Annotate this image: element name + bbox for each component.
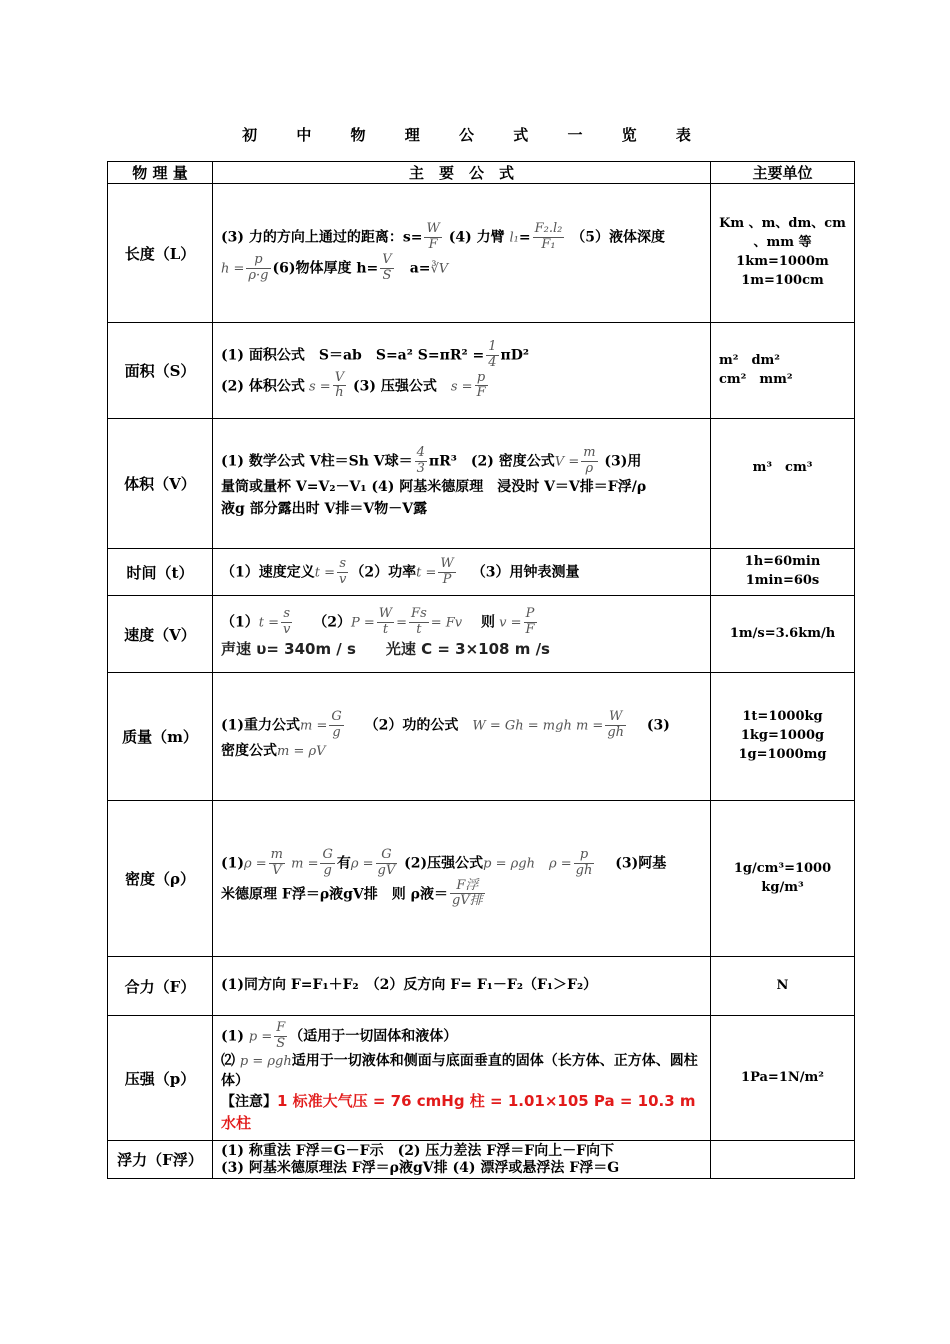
quantity-mass: 质量（m） — [108, 673, 213, 801]
fraction: $\frac{p}{gh}$ — [575, 846, 593, 878]
row-mass — [108, 673, 855, 801]
row-length — [108, 184, 855, 323]
atmosphere-note: 1 标准大气压 = 76 cmHg 柱 = 1.01×105 Pa = 10.3 m 水柱 — [221, 1092, 696, 1133]
formula-length: (3) 力的方向上通过的距离：s= $\frac{W}{F}$ (4) 力臂 l₁= $\frac{\text{F₂.l₂}}{\text{F₁}}$ （5）液体深度 h = $\frac{p}{\rho\cdot g}$ (6)物体厚度 h= $\frac{V}{S}$ a=∛V — [213, 184, 711, 323]
quantity-volume: 体积（V） — [108, 419, 213, 549]
quantity-buoyancy: 浮力（F浮） — [108, 1141, 213, 1179]
formula-density: (1)ρ = $\frac{m}{V}$ m = $\frac{G}{g}$ 有ρ = $\frac{G}{gV}$ (2)压强公式p = ρgh ρ = $\frac{p}{gh}$ (3)阿基 米德原理 F浮＝ρ液gV排 则 ρ液＝ $\frac{\text{F浮}}{\text{gV排}}$ — [213, 801, 711, 957]
unit-length: Km 、m、dm、cm 、mm 等 1km=1000m 1m=100cm — [711, 184, 855, 323]
fraction: $\frac{p}{\rho\cdot g}$ — [248, 252, 269, 283]
header-quantity: 物 理 量 — [108, 162, 213, 184]
fraction: $\frac{F}{S}$ — [276, 1020, 286, 1052]
row-time — [108, 549, 855, 596]
formula-mass: (1)重力公式m = $\frac{G}{g}$ （2）功的公式 W = Gh = mgh m = $\frac{W}{gh}$ (3) 密度公式m = ρV — [213, 673, 711, 801]
formula-buoyancy: (1) 称重法 F浮＝G－F示 (2) 压力差法 F浮＝F向上－F向下 (3) 阿基米德原理法 F浮＝ρ液gV排 (4) 漂浮或悬浮法 F浮＝G — [213, 1141, 711, 1179]
formula-table — [107, 161, 855, 1179]
row-area — [108, 323, 855, 419]
fraction: $\frac{s}{v}$ — [339, 555, 347, 587]
fraction: $\frac{Fs}{t}$ — [411, 605, 427, 637]
header-unit: 主要单位 — [711, 162, 855, 184]
fraction: $\frac{W}{gh}$ — [607, 709, 625, 741]
fraction: $\frac{V}{S}$ — [382, 252, 392, 283]
fraction: $\frac{W}{t}$ — [378, 605, 393, 637]
fraction: $\frac{m}{\rho}$ — [583, 445, 596, 477]
formula-force: (1)同方向 F=F₁＋F₂ （2）反方向 F= F₁－F₂（F₁＞F₂） — [213, 957, 711, 1016]
fraction: $\frac{4}{3}$ — [416, 445, 425, 477]
row-density — [108, 801, 855, 957]
formula-speed: （1）t = $\frac{s}{v}$ （2）P = $\frac{W}{t}$ = $\frac{Fs}{t}$ = Fv 则 v = $\frac{P}{F}$ 声速 υ= 340m / s 光速 C = 3×108 m /s — [213, 596, 711, 673]
formula-area: (1) 面积公式 S＝ab S=a² S=πR² = $\frac{1}{4}$ πD² (2) 体积公式 s = $\frac{V}{h}$ (3) 压强公式 s = $\frac{p}{F}$ — [213, 323, 711, 419]
header-row — [108, 162, 855, 184]
fraction: $\frac{m}{V}$ — [270, 846, 283, 878]
formula-pressure: (1) p = $\frac{F}{S}$ （适用于一切固体和液体） ⑵ p = ρgh适用于一切液体和侧面与底面垂直的固体（长方体、正方体、圆柱体） 【注意】1 标准大气压 = 76 cmHg 柱 = 1.01×105 Pa = 10.3 m 水柱 — [213, 1016, 711, 1141]
quantity-force: 合力（F） — [108, 957, 213, 1016]
fraction: $\frac{1}{4}$ — [488, 338, 497, 370]
fraction: $\frac{\text{F₂.l₂}}{\text{F₁}}$ — [534, 221, 563, 253]
quantity-time: 时间（t） — [108, 549, 213, 596]
unit-force: N — [711, 957, 855, 1016]
quantity-area: 面积（S） — [108, 323, 213, 419]
row-speed — [108, 596, 855, 673]
row-buoyancy — [108, 1141, 855, 1179]
quantity-speed: 速度（V） — [108, 596, 213, 673]
unit-volume: m³ cm³ — [711, 419, 855, 549]
fraction: $\frac{G}{g}$ — [331, 709, 342, 741]
fraction: $\frac{\text{F浮}}{\text{gV排}}$ — [451, 877, 483, 909]
unit-speed: 1m/s=3.6km/h — [711, 596, 855, 673]
unit-area: m² dm² cm² mm² — [711, 323, 855, 419]
unit-pressure: 1Pa=1N/m² — [711, 1016, 855, 1141]
fraction: $\frac{W}{P}$ — [440, 555, 454, 587]
row-force — [108, 957, 855, 1016]
formula-volume: (1) 数学公式 V柱＝Sh V球＝ $\frac{4}{3}$ πR³ (2) 密度公式V = $\frac{m}{\rho}$ (3)用 量筒或量杯 V=V₂－V₁ (4) 阿基米德原理 浸没时 V＝V排＝F浮/ρ 液g 部分露出时 V排＝V物－V露 — [213, 419, 711, 549]
fraction: $\frac{G}{gV}$ — [377, 846, 396, 878]
header-formula: 主 要 公 式 — [213, 162, 711, 184]
unit-mass: 1t=1000kg 1kg=1000g 1g=1000mg — [711, 673, 855, 801]
note-label: 【注意】 — [221, 1094, 277, 1111]
unit-buoyancy — [711, 1141, 855, 1179]
row-pressure — [108, 1016, 855, 1141]
quantity-length: 长度（L） — [108, 184, 213, 323]
row-volume — [108, 419, 855, 549]
fraction: $\frac{V}{h}$ — [334, 369, 345, 401]
unit-density: 1g/cm³=1000 kg/m³ — [711, 801, 855, 957]
fraction: $\frac{W}{F}$ — [426, 221, 440, 253]
fraction: $\frac{p}{F}$ — [476, 369, 486, 401]
fraction: $\frac{P}{F}$ — [525, 605, 535, 637]
formula-time: （1）速度定义t = $\frac{s}{v}$ （2）功率t = $\frac{W}{P}$ （3）用钟表测量 — [213, 549, 711, 596]
fraction: $\frac{G}{g}$ — [322, 846, 333, 878]
unit-time: 1h=60min 1min=60s — [711, 549, 855, 596]
quantity-density: 密度（ρ） — [108, 801, 213, 957]
quantity-pressure: 压强（p） — [108, 1016, 213, 1141]
page-title: 初 中 物 理 公 式 一 览 表 — [242, 126, 708, 144]
fraction: $\frac{s}{v}$ — [283, 605, 291, 637]
